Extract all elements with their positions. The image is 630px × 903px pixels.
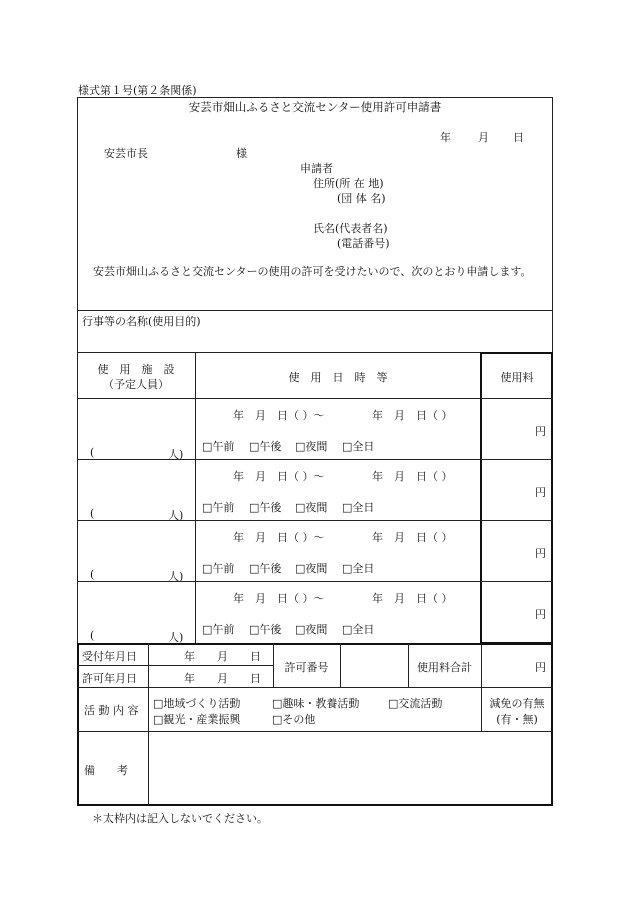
remarks-field[interactable] (150, 733, 550, 803)
checkbox-icon (202, 623, 212, 636)
checkbox-pm[interactable]: □ 午後 (249, 560, 281, 576)
date-to[interactable]: 年 月 日（ ） (372, 409, 453, 422)
checkbox-icon (202, 562, 212, 575)
date-from[interactable]: 年 月 日（ ）〜 (233, 592, 325, 605)
checkbox-hobby[interactable]: □ 趣味・教養活動 (272, 695, 359, 711)
fee-yen[interactable]: 円 (535, 425, 546, 438)
checkbox-icon (202, 501, 212, 514)
checkbox-all-day[interactable]: □ 全日 (342, 499, 374, 515)
checkbox-icon (153, 697, 163, 710)
permit-date-label: 許可年月日 (82, 672, 137, 685)
applicant-name-field[interactable]: 氏名(代表者名) (313, 222, 388, 235)
checkbox-icon (342, 623, 352, 636)
persons-paren: ( (90, 507, 95, 520)
application-statement: 安芸市畑山ふるさと交流センターの使用の許可を受けたいので、次のとおり申請します。 (93, 265, 532, 278)
checkbox-icon (342, 440, 352, 453)
checkbox-pm[interactable]: □ 午後 (249, 499, 281, 515)
form-number: 様式第１号(第２条関係) (78, 84, 197, 97)
persons-paren: ( (90, 446, 95, 459)
checkbox-all-day[interactable]: □ 全日 (342, 621, 374, 637)
applicant-address-field[interactable]: 住所(所 在 地) (313, 177, 384, 190)
date-to[interactable]: 年 月 日（ ） (372, 470, 453, 483)
checkbox-night[interactable]: □ 夜間 (295, 499, 327, 515)
checkbox-icon (272, 713, 282, 726)
checkbox-icon (295, 440, 305, 453)
persons-field[interactable]: 人) (168, 570, 184, 583)
checkbox-am[interactable]: □ 午前 (202, 438, 234, 454)
permit-number-field[interactable] (341, 644, 407, 686)
total-fee-label: 使用料合計 (417, 661, 472, 674)
fee-yen[interactable]: 円 (535, 547, 546, 560)
checkbox-icon (342, 501, 352, 514)
checkbox-icon (249, 440, 259, 453)
date-from[interactable]: 年 月 日（ ）〜 (233, 409, 325, 422)
checkbox-am[interactable]: □ 午前 (202, 621, 234, 637)
total-fee-field[interactable]: 円 (535, 661, 546, 674)
date-month-label[interactable]: 月 (478, 131, 489, 144)
persons-field[interactable]: 人) (168, 448, 184, 461)
received-date-field[interactable]: 年 月 日 (184, 650, 261, 663)
checkbox-icon (342, 562, 352, 575)
checkbox-all-day[interactable]: □ 全日 (342, 438, 374, 454)
exemption-options[interactable]: (有・無) (496, 713, 538, 726)
fee-yen[interactable]: 円 (535, 486, 546, 499)
date-to[interactable]: 年 月 日（ ） (372, 531, 453, 544)
received-date-label: 受付年月日 (82, 650, 137, 663)
event-name-label: 行事等の名称(使用目的) (82, 315, 201, 328)
checkbox-community[interactable]: □ 地域づくり活動 (153, 695, 240, 711)
checkbox-pm[interactable]: □ 午後 (249, 621, 281, 637)
applicant-group-field[interactable]: (団 体 名) (337, 192, 386, 205)
date-to[interactable]: 年 月 日（ ） (372, 592, 453, 605)
checkbox-icon (249, 623, 259, 636)
checkbox-icon (295, 501, 305, 514)
checkbox-icon (272, 697, 282, 710)
checkbox-icon (249, 501, 259, 514)
permit-date-field[interactable]: 年 月 日 (184, 672, 261, 685)
persons-field[interactable]: 人) (168, 631, 184, 644)
checkbox-icon (249, 562, 259, 575)
checkbox-icon (295, 623, 305, 636)
checkbox-icon (388, 697, 398, 710)
checkbox-am[interactable]: □ 午前 (202, 560, 234, 576)
persons-paren: ( (90, 568, 95, 581)
date-from[interactable]: 年 月 日（ ）〜 (233, 531, 325, 544)
date-year-label[interactable]: 年 (440, 131, 451, 144)
checkbox-exchange[interactable]: □ 交流活動 (388, 695, 442, 711)
checkbox-all-day[interactable]: □ 全日 (342, 560, 374, 576)
applicant-label: 申請者 (300, 162, 333, 175)
persons-field[interactable]: 人) (168, 509, 184, 522)
date-day-label[interactable]: 日 (513, 131, 524, 144)
facility-subheader: （予定人員） (103, 378, 169, 391)
activity-label: 活 動 内 容 (84, 704, 139, 717)
permit-number-label: 許可番号 (284, 661, 329, 674)
addressee-name: 安芸市長 (104, 147, 148, 160)
facility-header: 使 用 施 設 (97, 363, 175, 376)
checkbox-night[interactable]: □ 夜間 (295, 560, 327, 576)
exemption-label: 減免の有無 (489, 697, 545, 710)
datetime-header: 使 用 日 時 等 (288, 371, 388, 384)
form-title: 安芸市畑山ふるさと交流センター使用許可申請書 (188, 100, 442, 114)
persons-paren: ( (90, 629, 95, 642)
fee-yen[interactable]: 円 (535, 608, 546, 621)
checkbox-icon (295, 562, 305, 575)
checkbox-night[interactable]: □ 夜間 (295, 438, 327, 454)
checkbox-icon (153, 713, 163, 726)
checkbox-icon (202, 440, 212, 453)
event-name-input[interactable] (77, 328, 553, 352)
applicant-phone-field[interactable]: (電話番号) (337, 237, 390, 250)
date-from[interactable]: 年 月 日（ ）〜 (233, 470, 325, 483)
footnote: ＊太枠内は記入しないでください。 (92, 812, 268, 825)
checkbox-pm[interactable]: □ 午後 (249, 438, 281, 454)
checkbox-night[interactable]: □ 夜間 (295, 621, 327, 637)
checkbox-am[interactable]: □ 午前 (202, 499, 234, 515)
checkbox-other[interactable]: □ その他 (272, 711, 315, 727)
checkbox-tourism[interactable]: □ 観光・産業振興 (153, 711, 240, 727)
addressee-honorific: 様 (236, 147, 247, 160)
fee-header: 使用料 (500, 371, 534, 384)
remarks-label: 備 考 (84, 764, 128, 777)
